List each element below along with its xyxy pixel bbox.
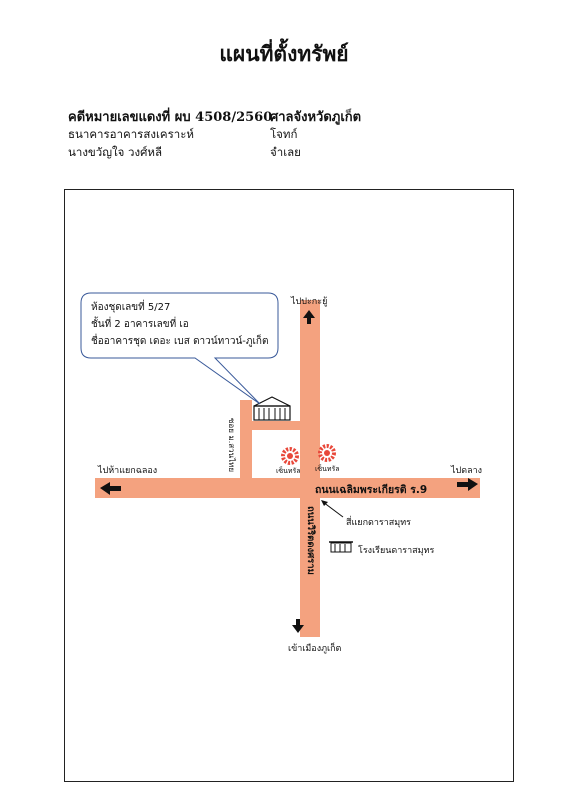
plaintiff-name: ธนาคารอาคารสงเคราะห์ [68, 127, 195, 141]
court-name: ศาลจังหวัดภูเก็ต [270, 110, 362, 125]
callout-line-building: ชื่ออาคารชุด เดอะ เบส ดาวน์ทาวน์-ภูเก็ต [91, 336, 269, 347]
south-road-name: ถนนวิริตดงศราม [305, 506, 316, 575]
label-intersection: สี่แยกดาราสมุทร [346, 518, 411, 528]
defendant-name: นางขวัญใจ วงศ์หลี [68, 145, 163, 159]
label-station-1: เซ็นทรัล [276, 467, 301, 475]
access-road [240, 421, 302, 430]
main-road-name: ถนนเฉลิมพระเกียรติ ร.9 [315, 484, 428, 496]
soi-road [240, 400, 252, 480]
plaintiff-role: โจทก์ [270, 127, 298, 141]
gear-marker-icon [320, 446, 334, 460]
intersection-pointer [321, 500, 343, 517]
location-map [64, 189, 514, 782]
gear-marker-icon [283, 449, 297, 463]
map-canvas [65, 190, 512, 780]
callout-line-unit: ห้องชุดเลขที่ 5/27 [91, 302, 171, 313]
soi-road-name: ซอย ม.สวนไทย [227, 418, 236, 473]
school-icon [329, 542, 353, 552]
building-icon [254, 397, 290, 420]
label-north: ไปปะกะยู้ [291, 297, 328, 307]
label-school: โรงเรียนดาราสมุทร [358, 546, 435, 556]
label-west: ไปห้าแยกฉลอง [98, 466, 158, 476]
defendant-role: จำเลย [270, 145, 301, 159]
page-title: แผนที่ตั้งทรัพย์ [219, 41, 349, 66]
label-east: ไปดลาง [451, 466, 483, 476]
label-station-2: เซ็นทรัล [315, 465, 340, 473]
case-number: คดีหมายเลขแดงที่ ผบ 4508/2560 [68, 110, 273, 125]
label-south: เข้าเมืองภูเก็ต [288, 644, 342, 654]
callout-line-floor: ชั้นที่ 2 อาคารเลขที่ เอ [91, 319, 189, 330]
